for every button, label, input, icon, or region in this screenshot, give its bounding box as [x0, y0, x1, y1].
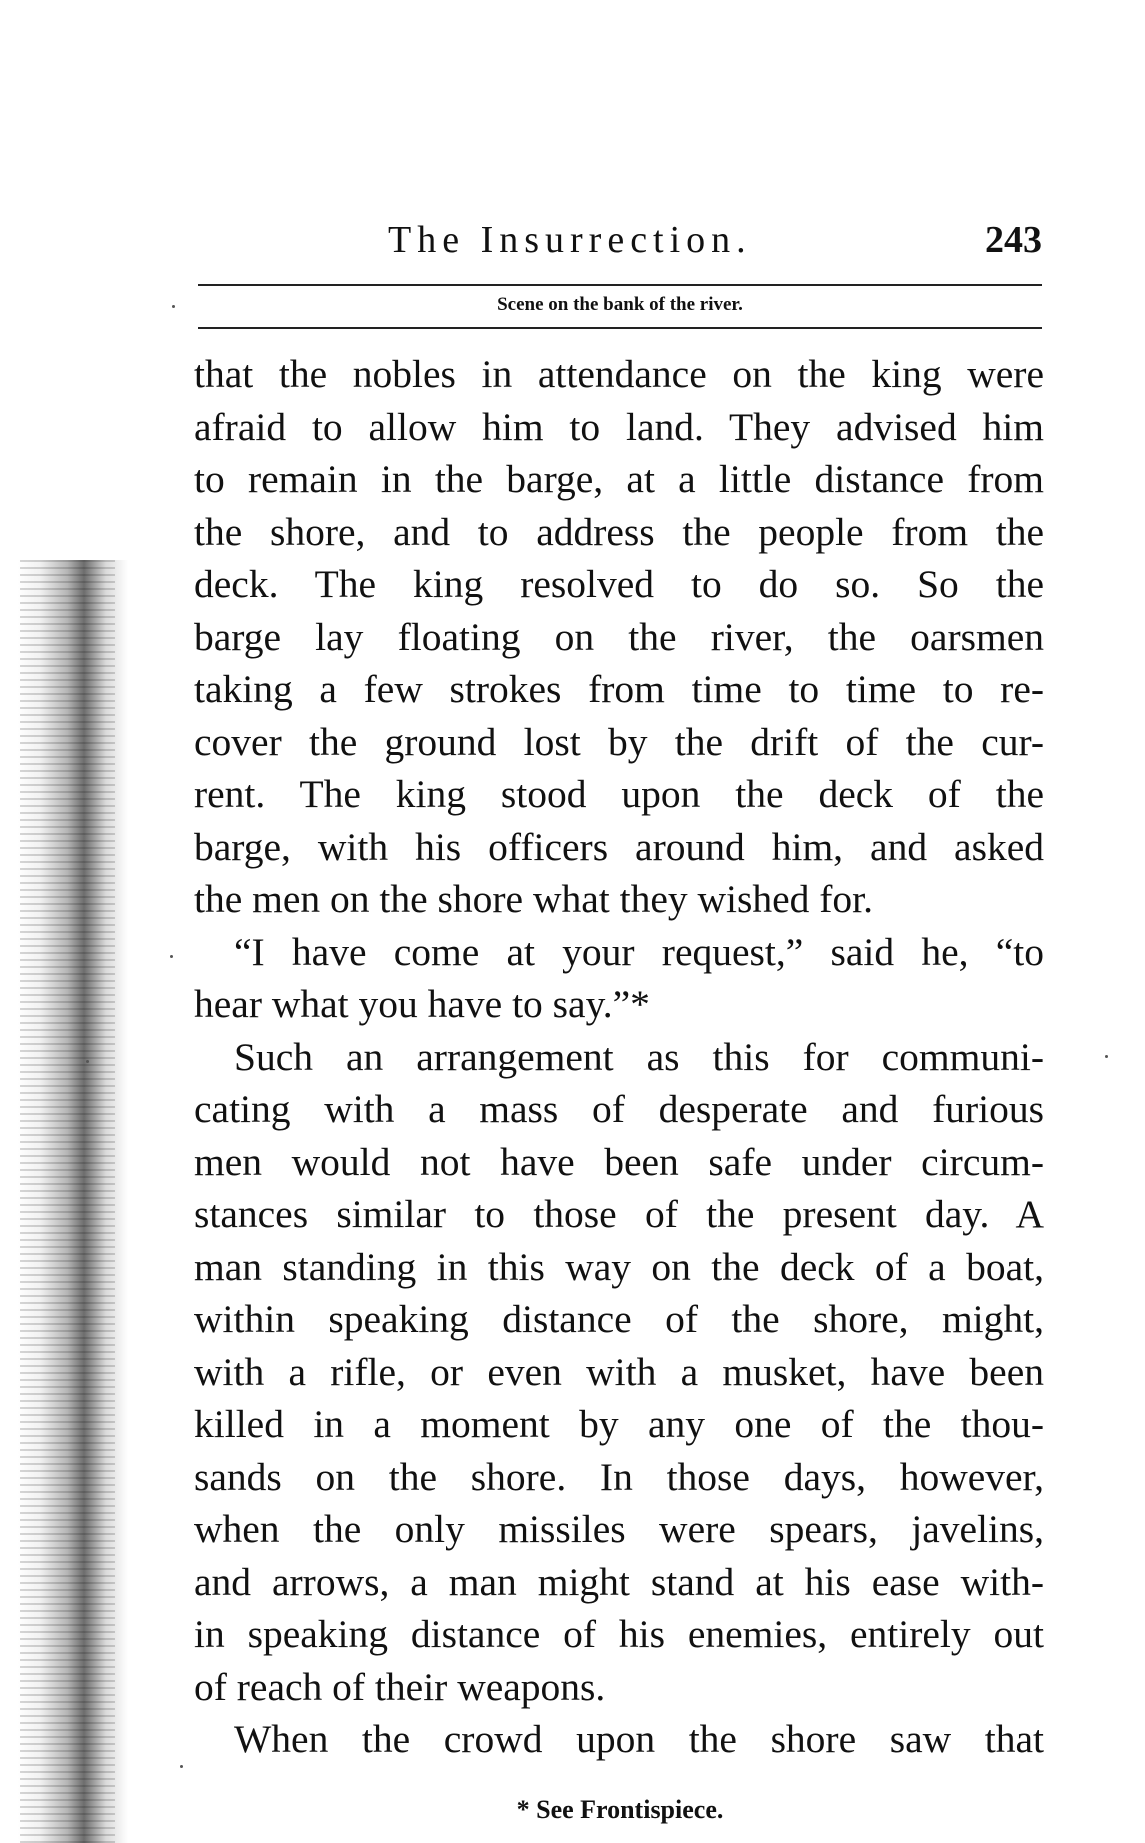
text-line: “I have come at your request,” said he, “to	[234, 929, 1044, 974]
text-line: and arrows, a man might stand at his ease with-	[194, 1559, 1044, 1604]
text-line: man standing in this way on the deck of a boat,	[194, 1244, 1044, 1289]
text-line: Such an arrangement as this for communi-	[234, 1034, 1044, 1079]
text-line: cating with a mass of desperate and furious	[194, 1087, 1044, 1131]
header-rule-bottom	[198, 327, 1042, 329]
ink-speck	[172, 305, 175, 308]
ink-speck	[86, 1060, 89, 1063]
text-line: rent. The king stood upon the deck of the	[194, 772, 1044, 816]
text-line: taking a few strokes from time to time to re-	[194, 667, 1044, 711]
text-line: in speaking distance of his enemies, entirely out	[194, 1612, 1044, 1656]
text-line: of reach of their weapons.	[194, 1664, 606, 1709]
text-line: barge, with his officers around him, and asked	[194, 824, 1044, 869]
text-line: hear what you have to say.”*	[194, 982, 650, 1026]
running-title: The Insurrection.	[388, 219, 752, 261]
text-line: killed in a moment by any one of the thou-	[194, 1402, 1044, 1446]
text-line: the men on the shore what they wished for.	[194, 877, 874, 921]
text-line: that the nobles in attendance on the king were	[194, 352, 1044, 396]
text-line: the shore, and to address the people from the	[194, 509, 1044, 554]
text-line: deck. The king resolved to do so. So the	[194, 562, 1044, 606]
text-line: men would not have been safe under circum-	[194, 1139, 1044, 1184]
header-rule-top	[198, 284, 1042, 286]
binding-texture	[20, 560, 115, 1843]
text-line: stances similar to those of the present day. A	[194, 1192, 1044, 1236]
text-line: barge lay floating on the river, the oarsmen	[194, 614, 1044, 659]
running-header	[198, 218, 1042, 268]
text-line: within speaking distance of the shore, might,	[194, 1297, 1044, 1341]
text-line: sands on the shore. In those days, however,	[194, 1454, 1044, 1499]
ink-speck	[170, 955, 173, 958]
section-subheading: Scene on the bank of the river.	[497, 294, 743, 315]
page-number: 243	[985, 219, 1042, 261]
text-line: cover the ground lost by the drift of the cur-	[194, 719, 1044, 764]
text-line: with a rifle, or even with a musket, have been	[194, 1349, 1044, 1394]
text-line: when the only missiles were spears, javelins,	[194, 1507, 1044, 1551]
ink-speck	[180, 1765, 183, 1768]
text-line: When the crowd upon the shore saw that	[234, 1717, 1044, 1761]
text-line: to remain in the barge, at a little distance from	[194, 457, 1044, 501]
footnote: * See Frontispiece.	[516, 1795, 724, 1824]
text-line: afraid to allow him to land. They advised him	[194, 404, 1044, 449]
ink-speck	[1105, 1055, 1108, 1058]
body-text	[194, 348, 1044, 1766]
